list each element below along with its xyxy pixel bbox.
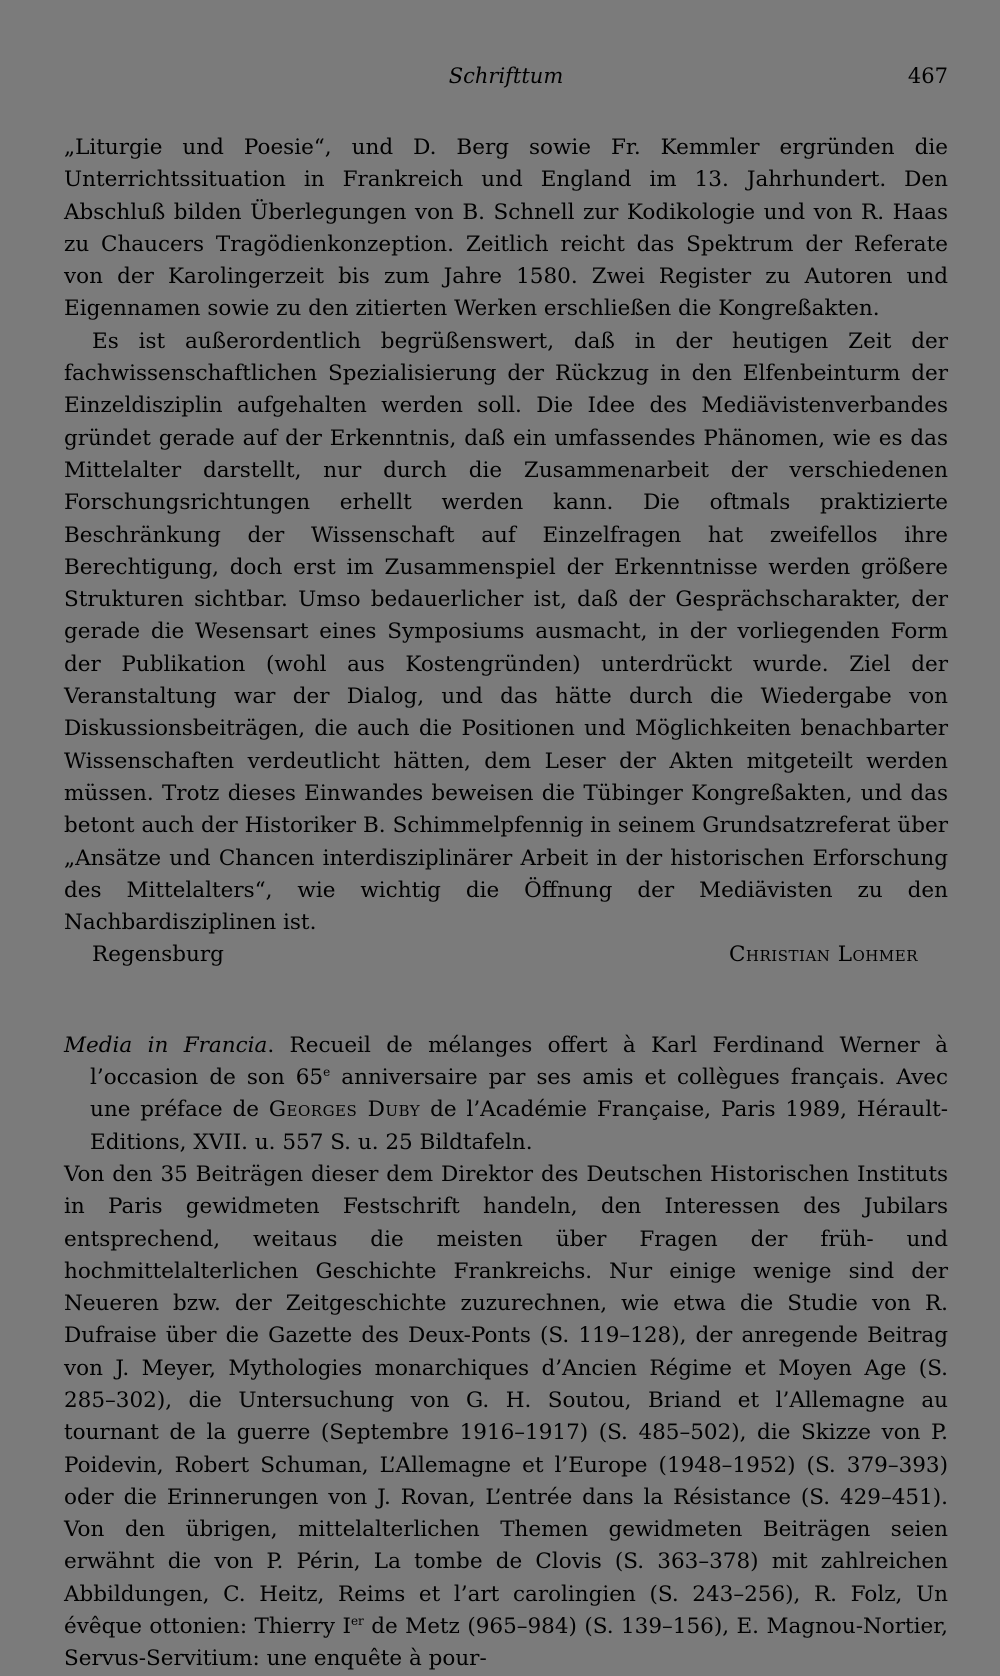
preface-author: Georges Duby (268, 1097, 421, 1123)
running-title: Schrifttum (448, 64, 564, 88)
biblio-text: de l’Académie Française, Paris 1989, Hérault-Editions, XVII. u. 557 S. u. 25 Bildtafeln. (90, 1097, 948, 1155)
biblio-text: . Recueil de mélanges offert à Karl Ferdinand Werner à l’occasion de son 65 (90, 1032, 948, 1091)
running-head (64, 64, 948, 94)
signature-place: Regensburg (92, 942, 224, 968)
superscript: e (323, 1064, 331, 1079)
section-gap (64, 972, 948, 1030)
review-text: Von den 35 Beiträgen dieser dem Direktor des Deutschen Historischen Instituts in Paris gewidmeten Festschrift handeln, den Interessen des Jubilars entsprechend, weitaus die meisten über Fragen der früh- und hochmittelalterlichen Geschichte Frankreichs. Nur einige wenige sind der Neueren bzw. der Zeitgeschichte zuzurechnen, wie etwa die Studie von R. Dufraise über die Gazette des Deux-Ponts (S. 119–128), der anregende Beitrag von J. Meyer, Mythologies monarchiques d’Ancien Régime et Moyen Age (S. 285–302), die Untersuchung von G. H. Soutou, Briand et l’Allemagne au tournant de la guerre (Septembre 1916–1917) (S. 485–502), die Skizze von P. Poidevin, Robert Schuman, L’Allemagne et l’Europe (1948–1952) (S. 379–393) oder die Erinnerungen von J. Rovan, L’entrée dans la Résistance (S. 429–451). Von den übrigen, mittelalterlichen Themen gewidmeten Beiträgen seien erwähnt die von P. Périn, La tombe de Clovis (S. 363–378) mit zahlreichen Abbildungen, C. Heitz, Reims et l’art carolingien (S. 243–256), R. Folz, Un évêque ottonien: Thierry I (64, 1161, 948, 1640)
review-text: de Metz (965–984) (S. 139–156), E. Magnou-Nortier, Servus-Servitium: une enquête à pour- (64, 1614, 948, 1672)
biblio-text: anniversaire par ses amis et collègues français. Avec une préface de (90, 1065, 948, 1123)
page-body (64, 132, 948, 1676)
book-title: Media in Francia (64, 1032, 268, 1058)
bibliographic-entry (64, 1030, 948, 1159)
page-number: 467 (907, 64, 948, 88)
review-signature (64, 939, 948, 971)
superscript: er (350, 1613, 364, 1628)
review-paragraph: Es ist außerordentlich begrüßenswert, daß in der heutigen Zeit der fachwissenschaftlichen Spezialisierung der Rückzug in den Elfenbeinturm der Einzeldisziplin aufgehalten werden soll. Die Idee des Mediävistenverbandes gründet gerade auf der Erkenntnis, daß ein umfassendes Phänomen, wie es das Mittelalter darstellt, nur durch die Zusammenarbeit der verschiedenen Forschungsrichtungen erhellt werden kann. Die oftmals praktizierte Beschränkung der Wissenschaft auf Einzelfragen hat zweifellos ihre Berechtigung, doch erst im Zusammenspiel der Erkenntnisse werden größere Strukturen sichtbar. Umso bedauerlicher ist, daß der Gesprächscharakter, der gerade die Wesensart eines Symposiums ausmacht, in der vorliegenden Form der Publikation (wohl aus Kostengründen) unterdrückt wurde. Ziel der Veranstaltung war der Dialog, und das hätte durch die Wiedergabe von Diskussionsbeiträgen, die auch die Positionen und Möglichkeiten benachbarter Wissenschaften verdeutlicht hätten, dem Leser der Akten mitgeteilt werden müssen. Trotz dieses Einwandes beweisen die Tübinger Kongreßakten, und das betont auch der Historiker B. Schimmelpfennig in seinem Grundsatzreferat über „Ansätze und Chancen interdisziplinärer Arbeit in der historischen Erforschung des Mittelalters“, wie wichtig die Öffnung der Mediävisten zu den Nachbardisziplinen ist. (64, 328, 948, 936)
signature-reviewer: Christian Lohmer (728, 942, 918, 968)
review-paragraph: „Liturgie und Poesie“, und D. Berg sowie Fr. Kemmler ergründen die Unterrichtssituation in Frankreich und England im 13. Jahrhundert. Den Abschluß bilden Überlegungen von B. Schnell zur Kodikologie und von R. Haas zu Chaucers Tragödienkonzeption. Zeitlich reicht das Spektrum der Referate von der Karolingerzeit bis zum Jahre 1580. Zwei Register zu Autoren und Eigennamen sowie zu den zitierten Werken erschließen die Kongreßakten. (64, 135, 948, 322)
review-paragraph (64, 1159, 948, 1676)
